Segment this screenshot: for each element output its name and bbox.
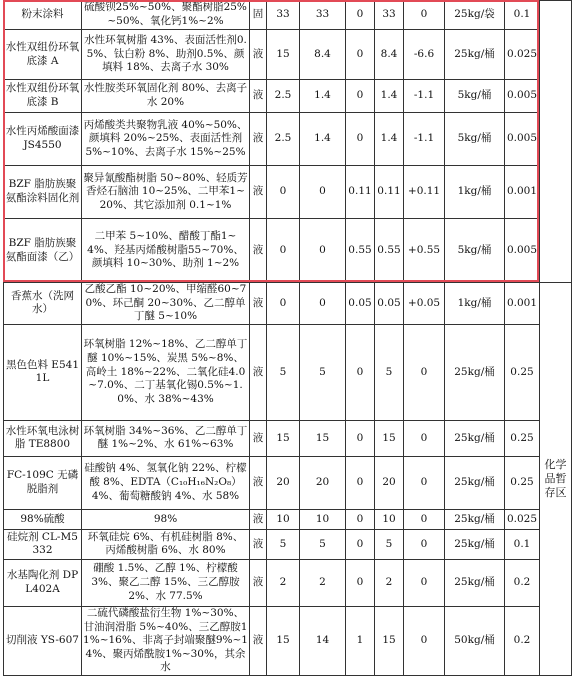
cell-composition: 丙烯酸类共聚物乳液 40%~50%、颜填料 20%~25%、表面活性剂 5%~10%、去离子水 15%~25% (82, 113, 250, 166)
cell-v5: 0 (404, 509, 445, 529)
table-row (4, 509, 572, 529)
cell-name: 切削液 YS-607 (4, 606, 82, 675)
table-row (4, 606, 572, 675)
cell-v4: 33 (375, 1, 404, 30)
cell-v1: 5 (267, 324, 300, 420)
cell-name: 水性双组份环氧底漆 A (4, 30, 82, 80)
cell-v5: -1.1 (404, 80, 445, 113)
cell-state: 液 (250, 509, 267, 529)
cell-ratio: 0.025 (505, 30, 540, 80)
cell-v4: 0.11 (375, 166, 404, 219)
cell-v3: 0 (346, 113, 375, 166)
cell-state: 液 (250, 283, 267, 325)
cell-v5: +0.11 (404, 166, 445, 219)
cell-v2: 1.4 (300, 113, 346, 166)
cell-composition: 硅酸钠 4%、氢氧化钠 22%、柠檬酸 8%、EDTA（C₁₀H₁₆N₂O₈）4%、葡萄糖酸钠 4%、水 58% (82, 456, 250, 509)
cell-v5: 0 (404, 324, 445, 420)
cell-v4: 10 (375, 509, 404, 529)
cell-name: BZF 脂肪族聚氨酯面漆（乙） (4, 219, 82, 283)
cell-v5: +0.55 (404, 219, 445, 283)
cell-name: 黑色色料 E5411L (4, 324, 82, 420)
cell-v3: 0.05 (346, 283, 375, 325)
cell-state: 固 (250, 1, 267, 30)
cell-pack: 25kg/桶 (445, 559, 505, 606)
table-row (4, 166, 572, 219)
cell-name: 水性丙烯酸面漆 JS4550 (4, 113, 82, 166)
cell-v2: 0 (300, 219, 346, 283)
cell-name: 水基陶化剂 DPL402A (4, 559, 82, 606)
cell-pack: 1kg/桶 (445, 166, 505, 219)
cell-ratio: 0.25 (505, 324, 540, 420)
cell-v2: 33 (300, 1, 346, 30)
cell-composition: 二甲苯 5~10%、醋酸丁酯1~4%、羟基丙烯酸树脂55~70%、颜填料 10~30%、助剂 1~2% (82, 219, 250, 283)
cell-v3: 1 (346, 606, 375, 675)
table-row (4, 324, 572, 420)
cell-composition: 98% (82, 509, 250, 529)
cell-v4: 8.4 (375, 30, 404, 80)
cell-v4: 20 (375, 456, 404, 509)
cell-composition: 水性环氧树脂 43%、表面活性剂0.5%、钛白粉 8%、助剂0.5%、颜填料 18%、去离子水 30% (82, 30, 250, 80)
cell-pack: 1kg/桶 (445, 283, 505, 325)
storage-area-cell: 化学品暂存区 (540, 283, 572, 676)
table-row (4, 1, 572, 30)
cell-pack: 25kg/桶 (445, 30, 505, 80)
table-row (4, 113, 572, 166)
cell-state: 液 (250, 559, 267, 606)
cell-v5: -6.6 (404, 30, 445, 80)
cell-v1: 20 (267, 456, 300, 509)
cell-ratio: 0.005 (505, 113, 540, 166)
cell-v2: 15 (300, 420, 346, 456)
table-row (4, 456, 572, 509)
cell-v4: 1.4 (375, 113, 404, 166)
cell-v4: 0.05 (375, 283, 404, 325)
cell-v5: 0 (404, 529, 445, 559)
cell-ratio: 0.001 (505, 166, 540, 219)
table-row (4, 283, 572, 325)
cell-v1: 5 (267, 529, 300, 559)
cell-v4: 5 (375, 529, 404, 559)
cell-ratio: 0.2 (505, 606, 540, 675)
cell-state: 液 (250, 80, 267, 113)
cell-area-blank (540, 1, 572, 283)
cell-ratio: 0.025 (505, 509, 540, 529)
cell-state: 液 (250, 113, 267, 166)
cell-ratio: 0.25 (505, 456, 540, 509)
cell-v4: 1.4 (375, 80, 404, 113)
cell-pack: 25kg/桶 (445, 529, 505, 559)
cell-v2: 14 (300, 606, 346, 675)
cell-v4: 5 (375, 324, 404, 420)
cell-composition: 环氧硅烷 6%、有机硅树脂 8%、丙烯酸树脂 6%、水 80% (82, 529, 250, 559)
cell-name: 香蕉水（洗网水） (4, 283, 82, 325)
cell-ratio: 0.005 (505, 80, 540, 113)
cell-ratio: 0.005 (505, 219, 540, 283)
cell-name: 水性环氧电泳树脂 TE8800 (4, 420, 82, 456)
cell-pack: 25kg/桶 (445, 509, 505, 529)
chemicals-table (3, 0, 572, 676)
cell-pack: 25kg/桶 (445, 420, 505, 456)
cell-state: 液 (250, 219, 267, 283)
cell-v2: 0 (300, 166, 346, 219)
cell-v5: 0 (404, 1, 445, 30)
cell-v5: 0 (404, 456, 445, 509)
cell-name: 硅烷剂 CL-M5332 (4, 529, 82, 559)
cell-state: 液 (250, 166, 267, 219)
cell-v3: 0 (346, 80, 375, 113)
cell-v2: 20 (300, 456, 346, 509)
cell-v1: 0 (267, 219, 300, 283)
cell-pack: 5kg/桶 (445, 113, 505, 166)
cell-composition: 环氧树脂 12%~18%、乙二醇单丁醚 10%~15%、炭黑 5%~8%、高岭土 18%~22%、二氧化硅4.0~7.0%、二丁基氧化锡0.5%~1.0%、水 38%~43% (82, 324, 250, 420)
cell-v1: 10 (267, 509, 300, 529)
table-row (4, 30, 572, 80)
cell-v3: 0.11 (346, 166, 375, 219)
cell-composition: 硼酸 1.5%、乙醇 1%、柠檬酸3%、聚乙二醇 15%、三乙醇胺 2%、水 77.5% (82, 559, 250, 606)
cell-pack: 25kg/桶 (445, 456, 505, 509)
table-row (4, 420, 572, 456)
table-body (4, 1, 572, 676)
cell-v3: 0 (346, 1, 375, 30)
cell-v3: 0 (346, 456, 375, 509)
cell-composition: 二硫代磷酸盐衍生物 1%~30%、甘油润滑脂 5%~40%、三乙醇胺11%~16%、非离子封端聚醚9%~14%、聚丙烯酰胺1%~30%，其余水 (82, 606, 250, 675)
cell-composition: 环氧树脂 34%~36%、乙二醇单丁醚 1%~2%、水 61%~63% (82, 420, 250, 456)
cell-composition: 硫酸钡25%~50%、聚酯树脂25%~50%、氧化钙1%~2% (82, 1, 250, 30)
cell-ratio: 0.1 (505, 529, 540, 559)
cell-state: 液 (250, 606, 267, 675)
table-row (4, 529, 572, 559)
cell-v3: 0 (346, 559, 375, 606)
cell-v3: 0 (346, 420, 375, 456)
cell-state: 液 (250, 420, 267, 456)
cell-v4: 2 (375, 559, 404, 606)
cell-v5: -1.1 (404, 113, 445, 166)
cell-v2: 1.4 (300, 80, 346, 113)
cell-pack: 5kg/桶 (445, 80, 505, 113)
cell-ratio: 0.001 (505, 283, 540, 325)
cell-v5: 0 (404, 420, 445, 456)
cell-v3: 0 (346, 30, 375, 80)
cell-pack: 50kg/桶 (445, 606, 505, 675)
cell-pack: 25kg/袋 (445, 1, 505, 30)
cell-v5: +0.05 (404, 283, 445, 325)
cell-state: 液 (250, 456, 267, 509)
cell-name: FC-109C 无磷脱脂剂 (4, 456, 82, 509)
table-row (4, 559, 572, 606)
cell-v2: 0 (300, 283, 346, 325)
cell-v3: 0 (346, 324, 375, 420)
cell-pack: 25kg/桶 (445, 324, 505, 420)
cell-state: 液 (250, 529, 267, 559)
cell-v1: 0 (267, 283, 300, 325)
cell-v4: 15 (375, 606, 404, 675)
cell-v1: 15 (267, 606, 300, 675)
cell-v2: 2 (300, 559, 346, 606)
cell-ratio: 0.1 (505, 1, 540, 30)
cell-v1: 0 (267, 166, 300, 219)
cell-composition: 聚异氰酸酯树脂 50~80%、轻质芳香烃石脑油 10~25%、二甲苯1~20%、其它添加剂 0.1~1% (82, 166, 250, 219)
cell-name: 粉末涂料 (4, 1, 82, 30)
cell-v2: 5 (300, 324, 346, 420)
cell-v1: 15 (267, 30, 300, 80)
cell-v4: 0.55 (375, 219, 404, 283)
cell-name: BZF 脂肪族聚氨酯涂料固化剂 (4, 166, 82, 219)
cell-v1: 2.5 (267, 80, 300, 113)
cell-state: 液 (250, 324, 267, 420)
cell-ratio: 0.2 (505, 559, 540, 606)
cell-v2: 5 (300, 529, 346, 559)
cell-v5: 0 (404, 606, 445, 675)
cell-v2: 10 (300, 509, 346, 529)
cell-v3: 0 (346, 529, 375, 559)
cell-v1: 33 (267, 1, 300, 30)
cell-v5: 0 (404, 559, 445, 606)
cell-state: 液 (250, 30, 267, 80)
table-row (4, 80, 572, 113)
cell-ratio: 0.25 (505, 420, 540, 456)
cell-name: 98%硫酸 (4, 509, 82, 529)
cell-v2: 8.4 (300, 30, 346, 80)
cell-v3: 0 (346, 509, 375, 529)
cell-pack: 5kg/桶 (445, 219, 505, 283)
cell-v1: 2.5 (267, 113, 300, 166)
cell-v4: 15 (375, 420, 404, 456)
cell-composition: 水性胺类环氧固化剂 80%、去离子水 20% (82, 80, 250, 113)
cell-name: 水性双组份环氧底漆 B (4, 80, 82, 113)
cell-v1: 2 (267, 559, 300, 606)
cell-v1: 15 (267, 420, 300, 456)
table-row (4, 219, 572, 283)
cell-composition: 乙酸乙酯 10~20%、甲缩醛60~70%、环己酮 20~30%、乙二醇单丁醚 5~10% (82, 283, 250, 325)
cell-v3: 0.55 (346, 219, 375, 283)
